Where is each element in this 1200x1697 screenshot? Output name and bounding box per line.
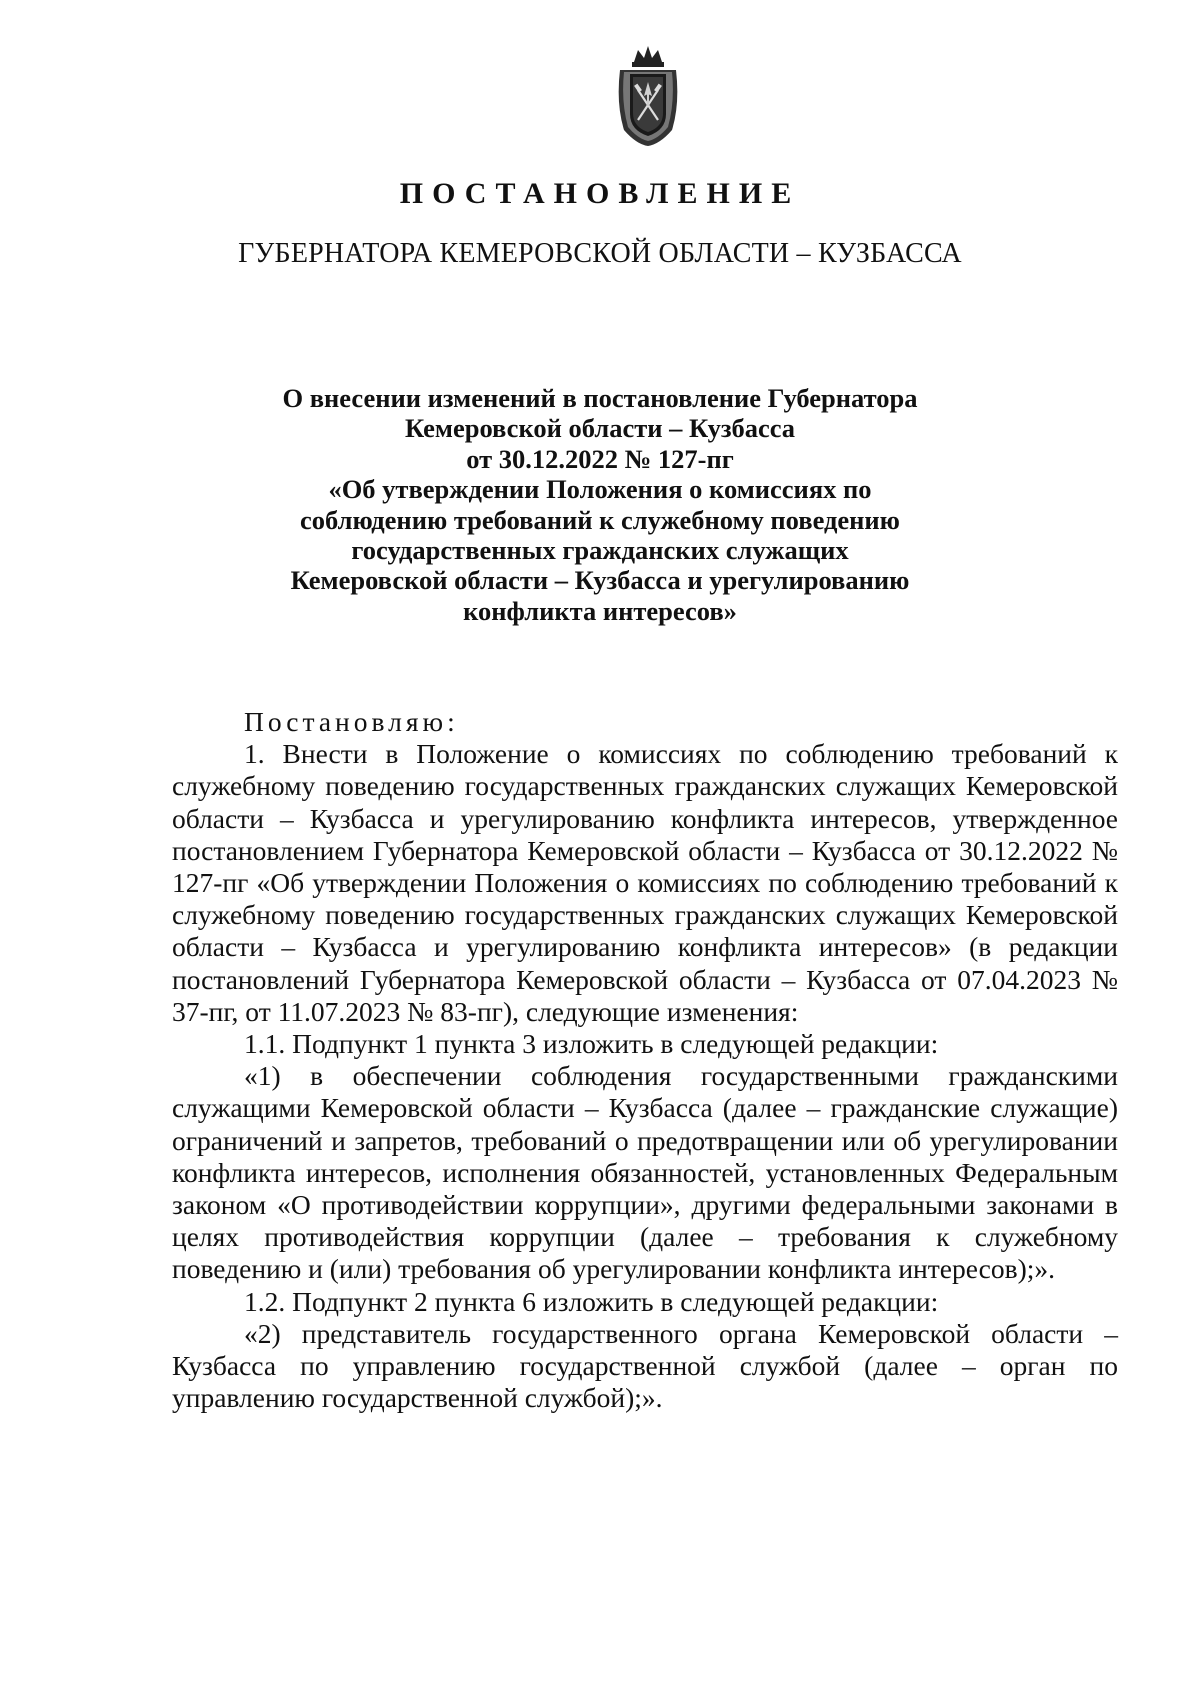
title-line: «Об утверждении Положения о комиссиях по	[328, 474, 872, 505]
title-line: Кемеровской области – Кузбасса	[404, 413, 796, 444]
document-body	[172, 706, 1118, 1414]
paragraph: «2) представитель государственного органа Кемеровской области – Кузбасса по управлению государственной службой (далее – орган по управлению государственной службой);».	[172, 1317, 1118, 1414]
paragraph: 1.1. Подпункт 1 пункта 3 изложить в следующей редакции:	[244, 1028, 939, 1060]
decree-word: Постановляю:	[244, 706, 459, 737]
title-line: соблюдению требований к служебному поведению	[300, 504, 900, 535]
document-type: ПОСТАНОВЛЕНИЕ	[399, 177, 801, 210]
coat-of-arms-icon	[614, 44, 682, 148]
paragraph: 1. Внести в Положение о комиссиях по соблюдению требований к служебному поведению государственных гражданских служащих Кемеровской области – Кузбасса и урегулированию конфликта интересов, утвержденное постановлением Губернатора Кемеровской области – Кузбасса от 30.12.2022 № 127-пг «Об утверждении Положения о комиссиях по соблюдению требований к служебному поведению государственных гражданских служащих Кемеровской области – Кузбасса и урегулированию конфликта интересов» (в редакции постановлений Губернатора Кемеровской области – Кузбасса от 07.04.2023 № 37-пг, от 11.07.2023 № 83-пг), следующие изменения:	[172, 738, 1118, 1027]
issuer-title: ГУБЕРНАТОРА КЕМЕРОВСКОЙ ОБЛАСТИ – КУЗБАССА	[238, 238, 962, 269]
title-line: от 30.12.2022 № 127-пг	[466, 443, 734, 474]
title-line: конфликта интересов»	[463, 595, 737, 626]
document-title	[240, 383, 960, 626]
title-line: государственных гражданских служащих	[351, 535, 849, 566]
paragraph: 1.2. Подпункт 2 пункта 6 изложить в следующей редакции:	[244, 1285, 939, 1317]
title-line: О внесении изменений в постановление Губернатора	[282, 383, 918, 413]
paragraph: «1) в обеспечении соблюдения государственными гражданскими служащими Кемеровской области – Кузбасса (далее – гражданские служащие) ограничений и запретов, требований о предотвращении или об урегулировании конфликта интересов, исполнения обязанностей, установленных Федеральным законом «О противодействии коррупции», другими федеральными законами в целях противодействия коррупции (далее – требования к служебному поведению и (или) требования об урегулировании конфликта интересов);».	[172, 1060, 1118, 1285]
title-line: Кемеровской области – Кузбасса и урегулированию	[290, 565, 910, 596]
